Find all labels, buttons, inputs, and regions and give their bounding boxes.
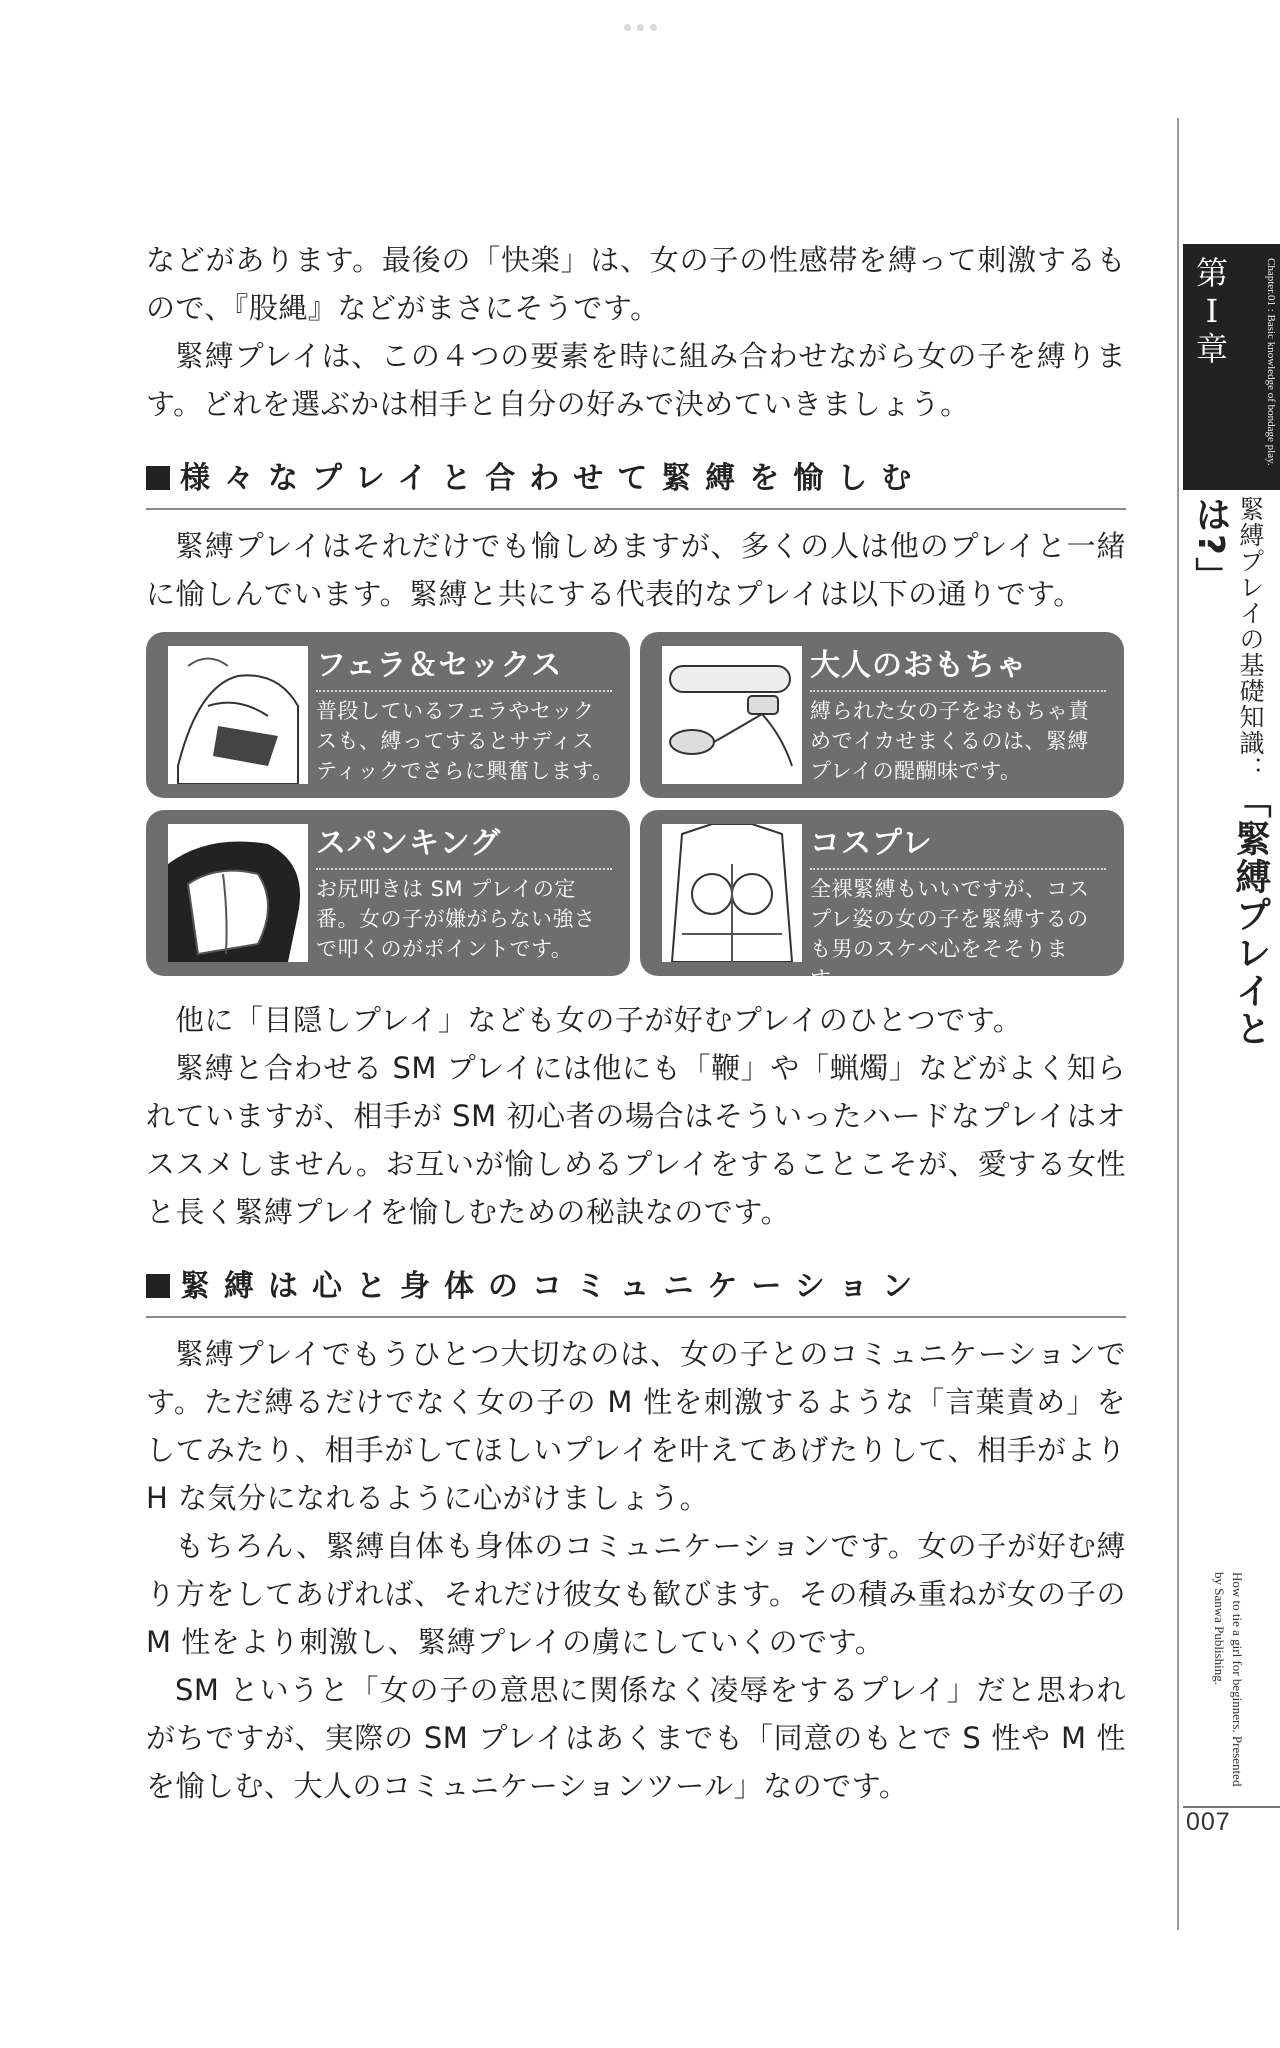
body-text-1 xyxy=(146,236,1126,428)
play-box-spanking xyxy=(146,810,630,976)
box-text: お尻叩きは SM プレイの定番。女の子が嫌がらない強さで叩くのがポイントです。 xyxy=(316,877,596,961)
play-box-fellatio xyxy=(146,632,630,798)
box-text: 全裸緊縛もいいですが、コスプレ姿の女の子を緊縛するのも男のスケベ心をそそります。 xyxy=(810,877,1090,991)
box-title: フェラ＆セックス xyxy=(316,640,612,692)
box-title: スパンキング xyxy=(316,818,612,870)
illustration-spanking xyxy=(168,824,308,962)
sidebar-rule xyxy=(1177,118,1179,1930)
section-heading-2: 緊縛は心と身体のコミュニケーション xyxy=(146,1264,1126,1318)
paragraph: 緊縛プレイは、この４つの要素を時に組み合わせながら女の子を縛ります。どれを選ぶかは相手と自分の好みで決めていきましょう。 xyxy=(146,339,1126,421)
box-title: コスプレ xyxy=(810,818,1106,870)
play-types-grid xyxy=(146,632,1126,991)
illustration-fellatio xyxy=(168,646,308,784)
section-heading-1: 様々なプレイと合わせて緊縛を愉しむ xyxy=(146,456,1126,510)
paragraph: 緊縛プレイはそれだけでも愉しめますが、多くの人は他のプレイと一緒に愉しんでいます。緊縛と共にする代表的なプレイは以下の通りです。 xyxy=(146,529,1126,611)
title-big: 「緊縛プレイとは?」 xyxy=(1190,496,1271,1048)
body-text-2 xyxy=(146,522,1126,618)
play-box-toys xyxy=(640,632,1124,798)
page-indicator-dots xyxy=(616,24,664,34)
paragraph: SM というと「女の子の意思に関係なく凌辱をするプレイ」だと思われがちですが、実際の SM プレイはあくまでも「同意のもとで S 性や M 性を愉しむ、大人のコミュニケーションツール」なのです。 xyxy=(146,1673,1126,1803)
paragraph: 緊縛と合わせる SM プレイには他にも「鞭」や「蝋燭」などがよく知られていますが、相手が SM 初心者の場合はそういったハードなプレイはオススメしません。お互いが愉しめるプレイをすることこそが、愛する女性と長く緊縛プレイを愉しむための秘訣なのです。 xyxy=(146,1051,1126,1229)
chapter-subtitle-en: Chapter.01 : Basic knowledge of bondage play. xyxy=(1265,258,1277,466)
page-number: 007 xyxy=(1186,1808,1231,1836)
illustration-cosplay xyxy=(662,824,802,962)
body-text-4 xyxy=(146,1330,1126,1810)
box-title: 大人のおもちゃ xyxy=(810,640,1106,692)
body-text-3 xyxy=(146,996,1126,1236)
publisher-imprint: How to tie a girl for beginners. Presented by Sanwa Publishing. xyxy=(1212,1572,1245,1787)
paragraph: 緊縛プレイでもうひとつ大切なのは、女の子とのコミュニケーションです。ただ縛るだけでなく女の子の M 性を刺激するような「言葉責め」をしてみたり、相手がしてほしいプレイを叶えてあげたりして、相手がより H な気分になれるように心がけましょう。 xyxy=(146,1337,1126,1515)
title-small: 緊縛プレイの基礎知識： xyxy=(1236,496,1265,782)
square-bullet-icon xyxy=(146,1274,170,1298)
paragraph: 他に「目隠しプレイ」なども女の子が好むプレイのひとつです。 xyxy=(175,1003,1023,1037)
illustration-toys xyxy=(662,646,802,784)
square-bullet-icon xyxy=(146,466,170,490)
chapter-vertical-title xyxy=(1190,496,1270,1056)
play-box-cosplay xyxy=(640,810,1124,991)
paragraph: などがあります。最後の「快楽」は、女の子の性感帯を縛って刺激するもので、『股縄』などがまさにそうです。 xyxy=(146,243,1126,325)
box-text: 縛られた女の子をおもちゃ責めでイカせまくるのは、緊縛プレイの醍醐味です。 xyxy=(810,699,1090,783)
paragraph: もちろん、緊縛自体も身体のコミュニケーションです。女の子が好む縛り方をしてあげれば、それだけ彼女も歓びます。その積み重ねが女の子の M 性をより刺激し、緊縛プレイの虜にしていくのです。 xyxy=(146,1529,1126,1659)
chapter-label: 第Ⅰ章 xyxy=(1195,254,1228,368)
chapter-tab xyxy=(1183,244,1280,490)
box-text: 普段しているフェラやセックスも、縛ってするとサディスティックでさらに興奮します。 xyxy=(316,699,614,783)
